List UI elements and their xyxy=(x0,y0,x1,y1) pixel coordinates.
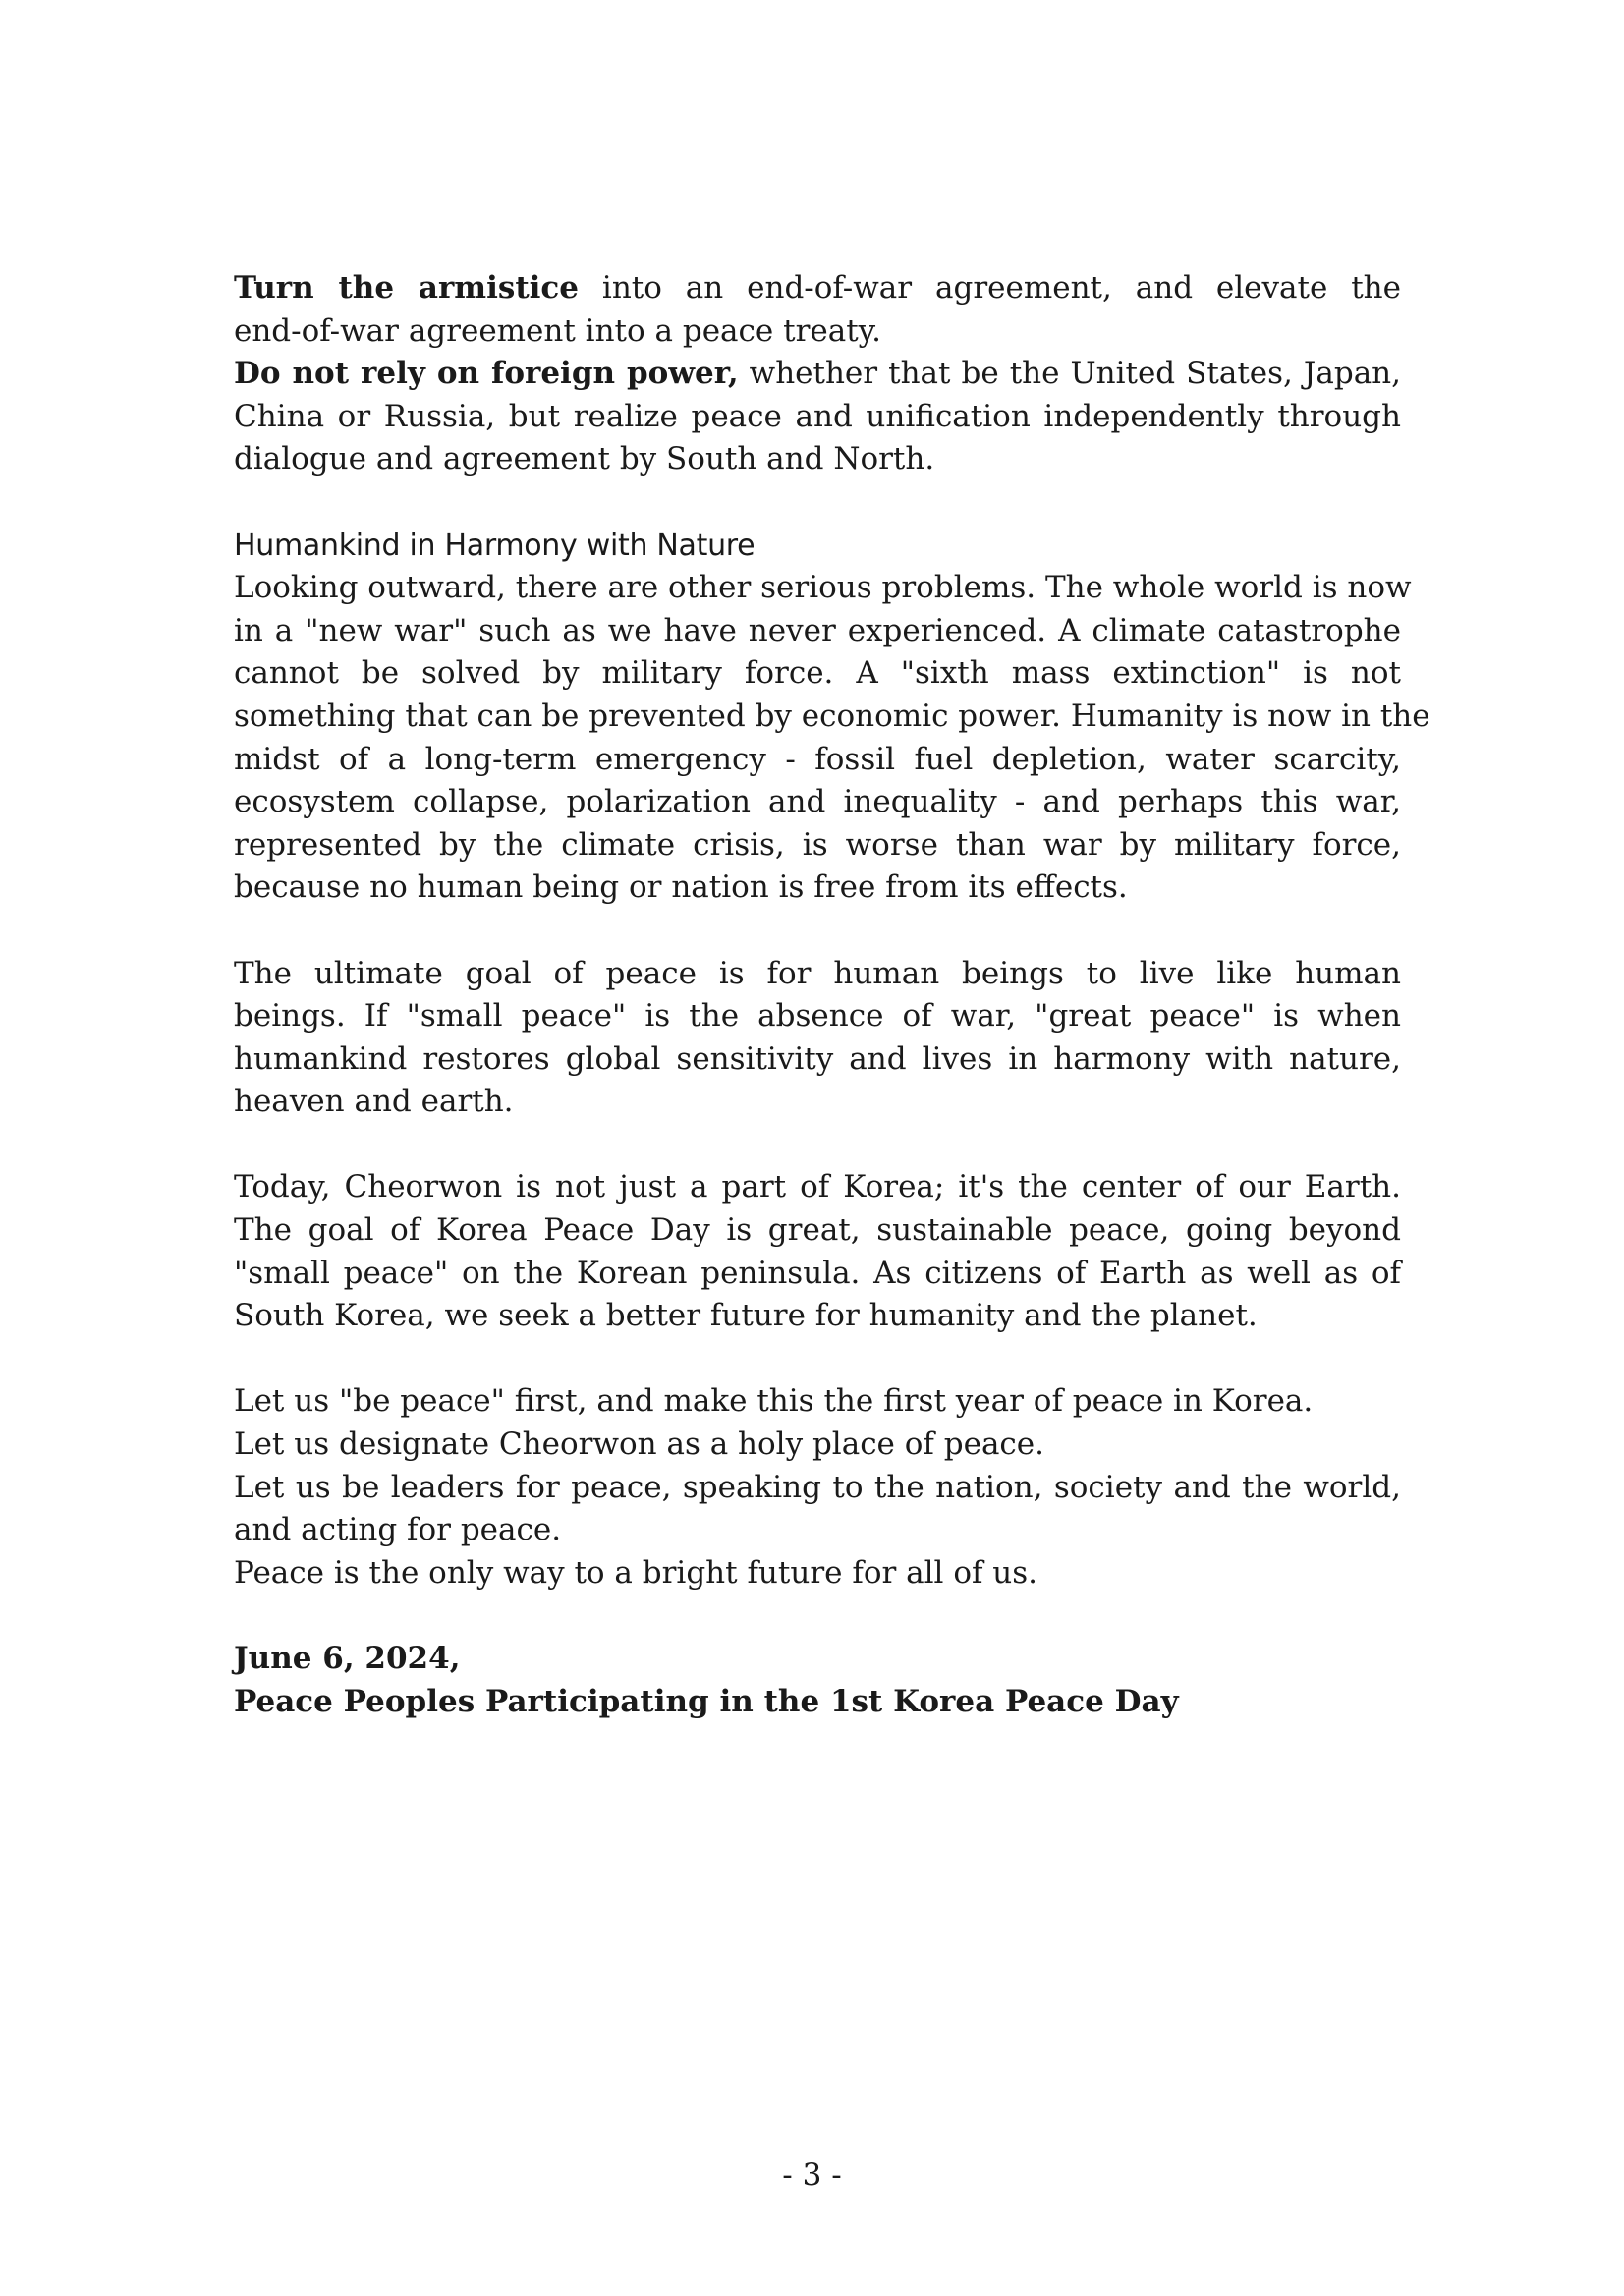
text-line: Let us designate Cheorwon as a holy place of peace. xyxy=(234,1427,1044,1463)
page-number: - 3 - xyxy=(782,2157,842,2193)
paragraph-call-to-action xyxy=(234,1380,1401,1595)
text-line: represented by the climate crisis, is worse than war by military force, xyxy=(234,826,1401,863)
paragraph-ultimate-goal xyxy=(234,953,1401,1124)
emphasis-text: Turn the armistice xyxy=(234,270,580,306)
text-line: cannot be solved by military force. A "sixth mass extinction" is not xyxy=(234,655,1401,692)
signatory-name: Peace Peoples Participating in the 1st Korea Peace Day xyxy=(234,1683,1179,1719)
signature-date: June 6, 2024, xyxy=(234,1641,461,1676)
text-line: midst of a long-term emergency - fossil fuel depletion, water scarcity, xyxy=(234,741,1401,777)
text-line: and acting for peace. xyxy=(234,1512,562,1548)
emphasis-text: Do not rely on foreign power, xyxy=(234,356,739,392)
text-line xyxy=(234,353,1401,396)
text-line: end-of-war agreement into a peace treaty. xyxy=(234,312,881,349)
text-line: Let us be leaders for peace, speaking to the nation, society and the world, xyxy=(234,1469,1401,1505)
text-line: beings. If "small peace" is the absence of war, "great peace" is when xyxy=(234,998,1401,1035)
text-line xyxy=(234,267,1401,310)
paragraph-cheorwon xyxy=(234,1166,1401,1337)
text-line: dialogue and agreement by South and North. xyxy=(234,441,935,477)
text-line: ecosystem collapse, polarization and inequality - and perhaps this war, xyxy=(234,784,1401,820)
text-line: The goal of Korea Peace Day is great, sustainable peace, going beyond xyxy=(234,1212,1401,1249)
section-heading: Humankind in Harmony with Nature xyxy=(234,528,756,563)
paragraph-armistice xyxy=(234,267,1401,481)
document-body xyxy=(234,267,1430,1766)
text-line: South Korea, we seek a better future for humanity and the planet. xyxy=(234,1298,1258,1334)
text-line: something that can be prevented by economic power. Humanity is now in the xyxy=(234,698,1430,734)
text-fragment: whether that be the United States, Japan, xyxy=(738,356,1401,392)
text-line: Let us "be peace" first, and make this the first year of peace in Korea. xyxy=(234,1383,1314,1420)
text-line: heaven and earth. xyxy=(234,1084,514,1120)
text-line: Peace is the only way to a bright future for all of us. xyxy=(234,1554,1038,1591)
section-harmony xyxy=(234,525,1430,910)
text-line: Today, Cheorwon is not just a part of Korea; it's the center of our Earth. xyxy=(234,1169,1401,1205)
text-fragment: into an end-of-war agreement, and elevate the xyxy=(579,270,1401,306)
text-line: "small peace" on the Korean peninsula. As citizens of Earth as well as of xyxy=(234,1255,1401,1291)
text-line: humankind restores global sensitivity and lives in harmony with nature, xyxy=(234,1040,1401,1077)
text-line: because no human being or nation is free from its effects. xyxy=(234,869,1128,906)
text-line: in a "new war" such as we have never experienced. A climate catastrophe xyxy=(234,612,1401,648)
text-line: The ultimate goal of peace is for human beings to live like human xyxy=(234,955,1401,991)
signature-block xyxy=(234,1638,1401,1723)
text-line: China or Russia, but realize peace and unification independently through xyxy=(234,398,1401,434)
text-line: Looking outward, there are other serious problems. The whole world is now xyxy=(234,570,1412,606)
